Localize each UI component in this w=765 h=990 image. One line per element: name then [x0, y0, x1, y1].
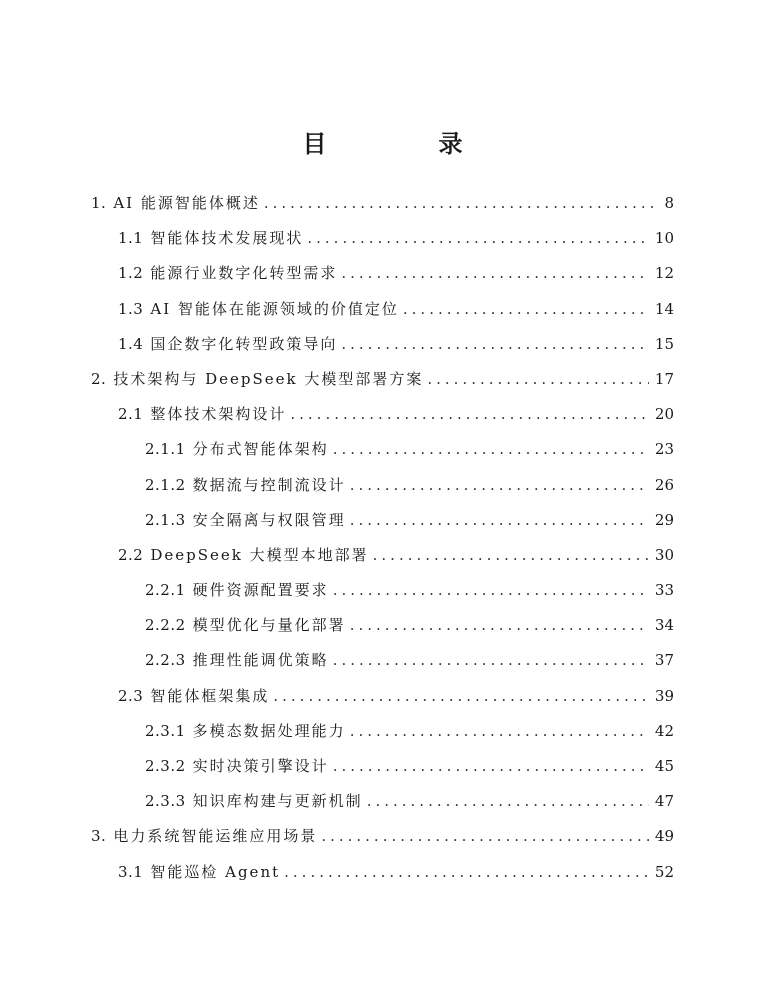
- toc-entry-label: 多模态数据处理能力: [192, 721, 346, 740]
- toc-entry-label: 实时决策引擎设计: [192, 757, 329, 775]
- toc-entry[interactable]: [0, 819, 765, 854]
- toc-entry[interactable]: [0, 397, 765, 432]
- toc-entry-label: 国企数字化转型政策导向: [150, 334, 338, 353]
- toc-entry-number: 2.1.2: [145, 475, 186, 494]
- dot-leader: [333, 432, 649, 467]
- dot-leader: [307, 221, 649, 256]
- toc-entry-number: 3.: [91, 827, 107, 846]
- toc-entry[interactable]: [0, 538, 765, 573]
- toc-entry-page-number: 49: [654, 827, 674, 846]
- toc-entry-number: 2.2.3: [145, 651, 186, 670]
- toc-entry-page-number: 17: [654, 369, 674, 388]
- toc-entry-page-number: 8: [664, 194, 674, 212]
- toc-entry-page-number: 12: [654, 264, 674, 283]
- toc-entry[interactable]: [0, 256, 765, 291]
- toc-entry-label: 模型优化与量化部署: [192, 616, 346, 635]
- toc-entry-number: 2.3: [118, 686, 144, 705]
- toc-entry-page-number: 45: [654, 757, 674, 775]
- table-of-contents: [0, 186, 765, 890]
- dot-leader: [403, 292, 649, 327]
- dot-leader: [333, 643, 649, 678]
- toc-entry-number: 2.1: [118, 405, 144, 424]
- dot-leader: [273, 679, 649, 714]
- toc-entry-label: 安全隔离与权限管理: [192, 510, 346, 529]
- toc-entry-number: 1.3: [118, 299, 144, 318]
- toc-entry-page-number: 39: [654, 686, 674, 705]
- toc-entry-label: 智能体技术发展现状: [150, 229, 304, 248]
- dot-leader: [333, 573, 649, 608]
- toc-entry-label: 电力系统智能运维应用场景: [113, 827, 318, 846]
- dot-leader: [350, 714, 649, 749]
- dot-leader: [350, 608, 649, 643]
- toc-entry-number: 2.1.3: [145, 510, 186, 529]
- dot-leader: [350, 468, 649, 503]
- toc-entry[interactable]: [0, 221, 765, 256]
- toc-entry-number: 2.3.2: [145, 757, 186, 775]
- dot-leader: [333, 749, 649, 784]
- toc-entry[interactable]: [0, 327, 765, 362]
- toc-entry-label: 能源行业数字化转型需求: [150, 264, 338, 283]
- toc-entry[interactable]: [0, 468, 765, 503]
- toc-entry-label: 分布式智能体架构: [192, 440, 329, 459]
- toc-entry-label: AI 能源智能体概述: [113, 194, 260, 212]
- toc-entry-page-number: 10: [654, 229, 674, 248]
- toc-entry-page-number: 26: [654, 475, 674, 494]
- toc-entry-number: 2.1.1: [145, 440, 186, 459]
- dot-leader: [341, 256, 649, 291]
- toc-entry-page-number: 29: [654, 510, 674, 529]
- toc-entry-page-number: 52: [654, 862, 674, 881]
- toc-entry[interactable]: [0, 608, 765, 643]
- toc-entry-label: 硬件资源配置要求: [192, 581, 329, 600]
- dot-leader: [290, 397, 649, 432]
- dot-leader: [264, 186, 659, 221]
- toc-entry-label: 推理性能调优策略: [192, 651, 329, 670]
- toc-entry-page-number: 15: [654, 334, 674, 353]
- toc-entry-page-number: 14: [654, 299, 674, 318]
- dot-leader: [427, 362, 649, 397]
- toc-entry-label: 数据流与控制流设计: [192, 475, 346, 494]
- dot-leader: [341, 327, 649, 362]
- toc-entry[interactable]: [0, 573, 765, 608]
- toc-entry-number: 1.1: [118, 229, 144, 248]
- dot-leader: [321, 819, 649, 854]
- toc-entry-number: 2.3.1: [145, 721, 186, 740]
- toc-entry-number: 2.2.2: [145, 616, 186, 635]
- toc-entry-label: 知识库构建与更新机制: [192, 792, 363, 811]
- toc-entry-page-number: 47: [654, 792, 674, 811]
- toc-entry-number: 3.1: [118, 862, 144, 881]
- toc-entry[interactable]: [0, 362, 765, 397]
- toc-entry-label: 智能体框架集成: [150, 686, 270, 705]
- toc-entry-number: 2.3.3: [145, 792, 186, 811]
- toc-entry-number: 1.: [91, 194, 107, 212]
- toc-entry[interactable]: [0, 679, 765, 714]
- toc-entry-label: 智能巡检 Agent: [150, 862, 281, 881]
- toc-entry[interactable]: [0, 784, 765, 819]
- dot-leader: [284, 855, 649, 890]
- toc-entry[interactable]: [0, 855, 765, 890]
- page-title: 目 录: [302, 130, 507, 159]
- toc-entry-page-number: 33: [654, 581, 674, 600]
- dot-leader: [350, 503, 649, 538]
- toc-entry[interactable]: [0, 714, 765, 749]
- toc-entry-number: 2.: [91, 369, 107, 388]
- toc-entry-number: 2.2: [118, 545, 144, 564]
- toc-entry-label: 整体技术架构设计: [150, 405, 287, 424]
- toc-entry-page-number: 20: [654, 405, 674, 424]
- toc-entry-number: 1.4: [118, 334, 144, 353]
- dot-leader: [373, 538, 649, 573]
- toc-entry-page-number: 37: [654, 651, 674, 670]
- toc-entry-page-number: 23: [654, 440, 674, 459]
- toc-entry[interactable]: [0, 292, 765, 327]
- toc-entry[interactable]: [0, 503, 765, 538]
- toc-entry[interactable]: [0, 186, 765, 221]
- toc-entry[interactable]: [0, 749, 765, 784]
- dot-leader: [367, 784, 649, 819]
- toc-entry-label: DeepSeek 大模型本地部署: [150, 545, 369, 564]
- toc-entry-label: AI 智能体在能源领域的价值定位: [150, 299, 399, 318]
- toc-entry-number: 1.2: [118, 264, 144, 283]
- toc-entry-number: 2.2.1: [145, 581, 186, 600]
- toc-entry-page-number: 42: [654, 721, 674, 740]
- toc-entry[interactable]: [0, 643, 765, 678]
- toc-entry-label: 技术架构与 DeepSeek 大模型部署方案: [113, 369, 424, 388]
- toc-entry[interactable]: [0, 432, 765, 467]
- toc-entry-page-number: 30: [654, 545, 674, 564]
- toc-entry-page-number: 34: [654, 616, 674, 635]
